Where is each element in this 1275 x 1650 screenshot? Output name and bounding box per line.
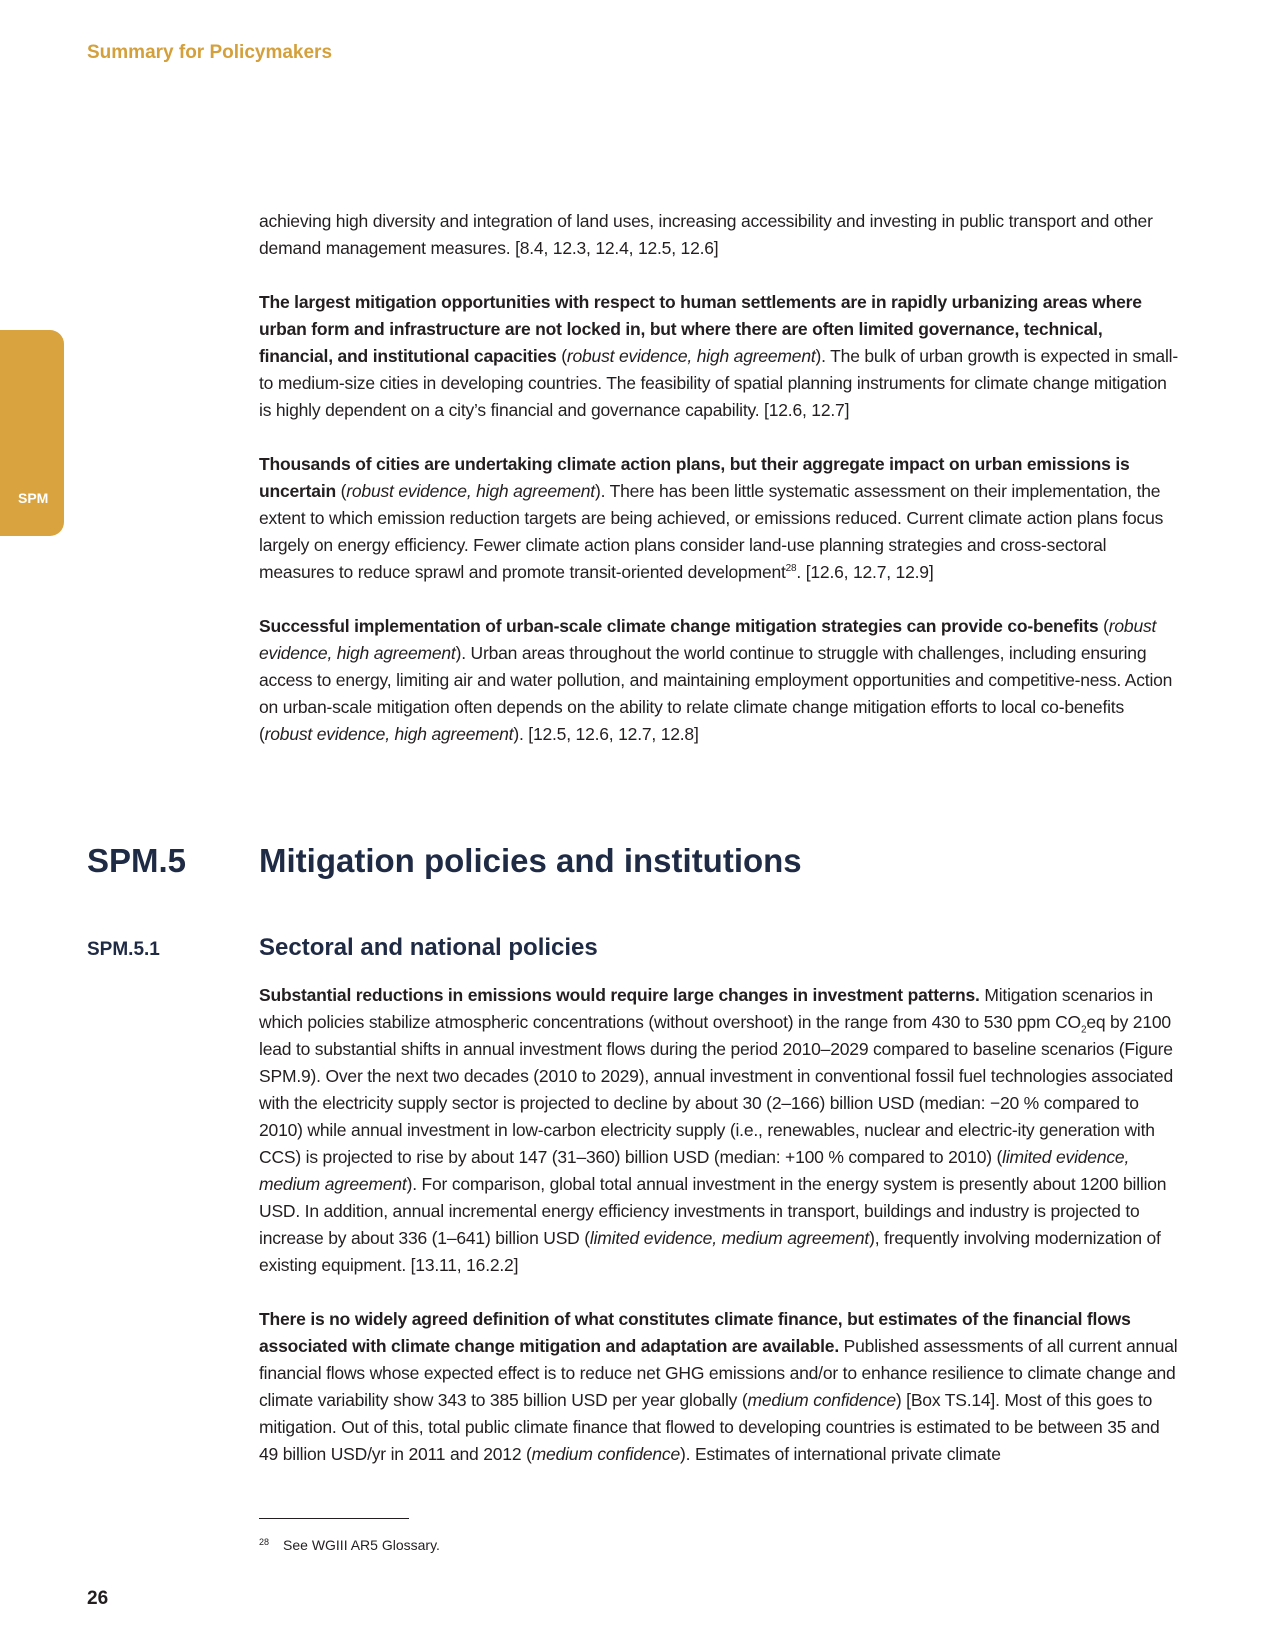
paragraph-4: Successful implementation of urban-scale climate change mitigation strategies can provide co-benefits (robust evidence, high agreement). Urban areas throughout the world continue to struggle with challenges, including ensuring access to energy, limiting air and water pollution, and maintaining employment opportunities and competitive-ness. Action on urban-scale mitigation often depends on the ability to relate climate change mitigation efforts to local co-benefits (robust evidence, high agreement). [12.5, 12.6, 12.7, 12.8] bbox=[259, 616, 1173, 744]
paragraph-3: Thousands of cities are undertaking climate action plans, but their aggregate impact on urban emissions is uncertain (robust evidence, high agreement). There has been little systematic assessment on their implementation, the extent to which emission reduction targets are being achieved, or emissions reduced. Current climate action plans focus largely on energy efficiency. Fewer climate action plans consider land-use planning strategies and cross-sectoral measures to reduce sprawl and promote transit-oriented development$^{28}$. [12.6, 12.7, 12.9] bbox=[259, 454, 1164, 582]
footnote-ref: 28 bbox=[785, 563, 797, 575]
paragraph-5-headline: Substantial reductions in emissions would require large changes in investment patterns. bbox=[259, 985, 980, 1005]
footnote bbox=[259, 1537, 440, 1553]
footnote-number: 28 bbox=[259, 1537, 270, 1547]
paragraph-4-headline: Successful implementation of urban-scale climate change mitigation strategies can provide co-benefits bbox=[259, 616, 1099, 636]
section-title: Mitigation policies and institutions bbox=[259, 842, 802, 879]
page-number: 26 bbox=[87, 1588, 109, 1609]
bottom-text-column bbox=[259, 982, 1179, 1495]
paragraph-1: achieving high diversity and integration of land uses, increasing accessibility and investing in public transport and other demand management measures. [8.4, 12.3, 12.4, 12.5, 12.6] bbox=[259, 211, 1153, 258]
section-number: SPM.5 bbox=[87, 842, 187, 879]
subsection-number: SPM.5.1 bbox=[87, 939, 160, 960]
paragraph-6: There is no widely agreed definition of what constitutes climate finance, but estimates of the financial flows associated with climate change mitigation and adaptation are available. Published assessments of all current annual financial flows whose expected effect is to reduce net GHG emissions and/or to enhance resilience to climate change and climate variability show 343 to 385 billion USD per year globally (medium confidence) [Box TS.14]. Most of this goes to mitigation. Out of this, total public climate finance that flowed to developing countries is estimated to be between 35 and 49 billion USD/yr in 2011 and 2012 (medium confidence). Estimates of international private climate bbox=[259, 1309, 1178, 1464]
top-text-column bbox=[259, 208, 1179, 775]
paragraph-5: Substantial reductions in emissions would require large changes in investment patterns. Mitigation scenarios in which policies stabilize atmospheric concentrations (without overshoot) in the range from 430 to 530 ppm $CO_2eq$ by 2100 lead to substantial shifts in annual investment flows during the period 2010–2029 compared to baseline scenarios (Figure SPM.9). Over the next two decades (2010 to 2029), annual investment in conventional fossil fuel technologies associated with the electricity supply sector is projected to decline by about 30 (2–166) billion USD (median: −20 % compared to 2010) while annual investment in low-carbon electricity supply (i.e., renewables, nuclear and electric-ity generation with CCS) is projected to rise by about 147 (31–360) billion USD (median: +100 % compared to 2010) (limited evidence, medium agreement). For comparison, global total annual investment in the energy system is presently about 1200 billion USD. In addition, annual incremental energy efficiency investments in transport, buildings and industry is projected to increase by about 336 (1–641) billion USD (limited evidence, medium agreement), frequently involving modernization of existing equipment. [13.11, 16.2.2] bbox=[259, 985, 1173, 1275]
paragraph-2: The largest mitigation opportunities with respect to human settlements are in rapidly urbanizing areas where urban form and infrastructure are not locked in, but where there are often limited governance, technical, financial, and institutional capacities (robust evidence, high agreement). The bulk of urban growth is expected in small- to medium-size cities in developing countries. The feasibility of spatial planning instruments for climate change mitigation is highly dependent on a city’s financial and governance capability. [12.6, 12.7] bbox=[259, 292, 1178, 420]
subsection-title: Sectoral and national policies bbox=[259, 934, 598, 961]
footnote-divider bbox=[259, 1518, 409, 1519]
paragraph-2-headline: The largest mitigation opportunities with respect to human settlements are in rapidly urbanizing areas where urban form and infrastructure are not locked in, but where there are often limited governance, technical, financial, and institutional capacities bbox=[259, 292, 1142, 366]
running-header: Summary for Policymakers bbox=[87, 42, 333, 63]
paragraph-6-headline: There is no widely agreed definition of what constitutes climate finance, but estimates of the financial flows associated with climate change mitigation and adaptation are available. bbox=[259, 1309, 1131, 1356]
footnote-text: See WGIII AR5 Glossary. bbox=[283, 1537, 440, 1553]
side-tab-label: SPM bbox=[18, 490, 49, 506]
paragraph-3-headline: Thousands of cities are undertaking climate action plans, but their aggregate impact on urban emissions is uncertain bbox=[259, 454, 1130, 501]
